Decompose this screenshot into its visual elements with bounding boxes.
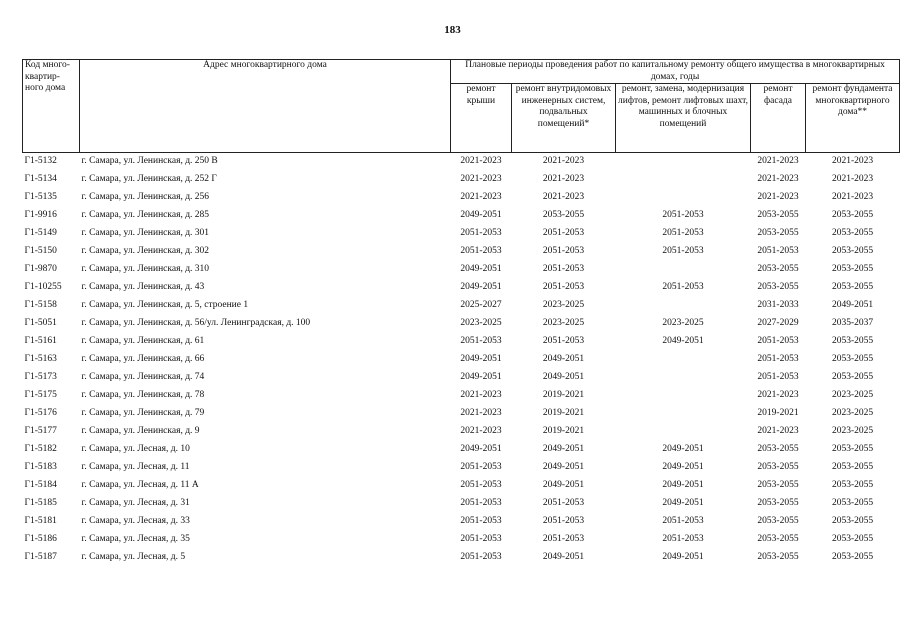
table-row xyxy=(23,369,900,387)
cell-roof: 2021-2023 xyxy=(460,156,502,167)
cell-address: г. Самара, ул. Лесная, д. 11 А xyxy=(81,480,199,491)
header-foundation: ремонт фундамента многоквартирного дома** xyxy=(806,84,900,153)
cell-internal-systems: 2021-2023 xyxy=(542,192,585,203)
table-row xyxy=(23,387,900,405)
cell-internal-systems: 2051-2053 xyxy=(542,282,585,293)
cell-roof: 2051-2053 xyxy=(460,552,502,563)
cell-elevators: 2049-2051 xyxy=(662,444,704,455)
cell-facade: 2053-2055 xyxy=(757,516,799,527)
cell-foundation: 2035-2037 xyxy=(831,318,874,329)
cell-elevators: 2051-2053 xyxy=(662,282,704,293)
cell-facade: 2053-2055 xyxy=(757,498,799,509)
cell-internal-systems: 2051-2053 xyxy=(542,516,585,527)
cell-code: Г1-5177 xyxy=(24,426,57,437)
table-row xyxy=(23,243,900,261)
cell-code: Г1-5134 xyxy=(24,174,57,185)
cell-elevators: 2051-2053 xyxy=(662,516,704,527)
cell-code: Г1-9870 xyxy=(24,264,57,275)
cell-foundation: 2053-2055 xyxy=(831,246,874,257)
table-row xyxy=(23,423,900,441)
cell-elevators: 2049-2051 xyxy=(662,336,704,347)
cell-foundation: 2053-2055 xyxy=(831,552,874,563)
cell-address: г. Самара, ул. Ленинская, д. 5, строение 1 xyxy=(81,300,249,311)
cell-roof: 2049-2051 xyxy=(460,372,502,383)
cell-internal-systems: 2021-2023 xyxy=(542,174,585,185)
cell-roof: 2049-2051 xyxy=(460,264,502,275)
table-row xyxy=(23,513,900,531)
cell-elevators xyxy=(616,171,751,189)
cell-code: Г1-5184 xyxy=(24,480,57,491)
cell-code: Г1-5158 xyxy=(24,300,57,311)
cell-facade: 2053-2055 xyxy=(757,552,799,563)
table-row xyxy=(23,207,900,225)
cell-address: г. Самара, ул. Ленинская, д. 61 xyxy=(81,336,205,347)
cell-internal-systems: 2049-2051 xyxy=(542,462,585,473)
cell-code: Г1-5051 xyxy=(24,318,57,329)
cell-elevators: 2049-2051 xyxy=(662,498,704,509)
table-row xyxy=(23,333,900,351)
cell-internal-systems: 2051-2053 xyxy=(542,498,585,509)
cell-code: Г1-5185 xyxy=(24,498,57,509)
cell-elevators: 2049-2051 xyxy=(662,462,704,473)
table-row xyxy=(23,153,900,172)
cell-address: г. Самара, ул. Лесная, д. 31 xyxy=(81,498,190,509)
cell-roof: 2051-2053 xyxy=(460,516,502,527)
cell-roof: 2051-2053 xyxy=(460,498,502,509)
table-row xyxy=(23,171,900,189)
header-facade: ремонт фасада xyxy=(751,84,806,153)
cell-foundation: 2053-2055 xyxy=(831,372,874,383)
cell-elevators: 2051-2053 xyxy=(662,228,704,239)
cell-roof: 2049-2051 xyxy=(460,282,502,293)
cell-internal-systems: 2049-2051 xyxy=(542,372,585,383)
cell-facade: 2051-2053 xyxy=(757,354,799,365)
cell-roof: 2051-2053 xyxy=(460,534,502,545)
cell-foundation: 2021-2023 xyxy=(831,156,874,167)
cell-elevators xyxy=(616,369,751,387)
cell-roof: 2051-2053 xyxy=(460,462,502,473)
table-row xyxy=(23,351,900,369)
table-row xyxy=(23,531,900,549)
cell-internal-systems: 2019-2021 xyxy=(542,390,585,401)
cell-facade: 2053-2055 xyxy=(757,444,799,455)
cell-foundation: 2053-2055 xyxy=(831,210,874,221)
cell-facade: 2051-2053 xyxy=(757,246,799,257)
cell-facade: 2053-2055 xyxy=(757,210,799,221)
cell-roof: 2021-2023 xyxy=(460,174,502,185)
cell-elevators xyxy=(616,405,751,423)
table-row xyxy=(23,261,900,279)
cell-foundation: 2049-2051 xyxy=(831,300,874,311)
table-row xyxy=(23,549,900,567)
cell-code: Г1-5176 xyxy=(24,408,57,419)
cell-foundation: 2021-2023 xyxy=(831,192,874,203)
cell-facade: 2019-2021 xyxy=(757,408,799,419)
cell-facade: 2021-2023 xyxy=(757,192,799,203)
cell-internal-systems: 2019-2021 xyxy=(542,408,585,419)
cell-address: г. Самара, ул. Ленинская, д. 250 В xyxy=(81,156,218,167)
cell-foundation: 2053-2055 xyxy=(831,516,874,527)
cell-internal-systems: 2051-2053 xyxy=(542,534,585,545)
cell-facade: 2021-2023 xyxy=(757,156,799,167)
cell-elevators xyxy=(616,351,751,369)
cell-code: Г1-5173 xyxy=(24,372,57,383)
cell-internal-systems: 2049-2051 xyxy=(542,480,585,491)
cell-address: г. Самара, ул. Ленинская, д. 74 xyxy=(81,372,205,383)
cell-facade: 2021-2023 xyxy=(757,174,799,185)
cell-code: Г1-5161 xyxy=(24,336,57,347)
cell-internal-systems: 2019-2021 xyxy=(542,426,585,437)
cell-elevators xyxy=(616,261,751,279)
cell-address: г. Самара, ул. Ленинская, д. 301 xyxy=(81,228,210,239)
cell-roof: 2021-2023 xyxy=(460,192,502,203)
cell-roof: 2025-2027 xyxy=(460,300,502,311)
cell-elevators: 2051-2053 xyxy=(662,210,704,221)
cell-roof: 2051-2053 xyxy=(460,228,502,239)
cell-internal-systems: 2051-2053 xyxy=(542,228,585,239)
cell-elevators xyxy=(616,387,751,405)
cell-code: Г1-5149 xyxy=(24,228,57,239)
cell-code: Г1-5183 xyxy=(24,462,57,473)
cell-roof: 2051-2053 xyxy=(460,336,502,347)
cell-foundation: 2053-2055 xyxy=(831,264,874,275)
table-row xyxy=(23,477,900,495)
table-row xyxy=(23,495,900,513)
cell-code: Г1-5181 xyxy=(24,516,57,527)
cell-foundation: 2053-2055 xyxy=(831,462,874,473)
cell-facade: 2053-2055 xyxy=(757,264,799,275)
cell-code: Г1-5182 xyxy=(24,444,57,455)
cell-address: г. Самара, ул. Ленинская, д. 252 Г xyxy=(81,174,217,185)
cell-internal-systems: 2049-2051 xyxy=(542,552,585,563)
capital-repair-table xyxy=(22,59,900,567)
cell-internal-systems: 2051-2053 xyxy=(542,246,585,257)
header-elevators: ремонт, замена, модернизация лифтов, ремонт лифтовых шахт, машинных и блочных помещений xyxy=(616,84,751,153)
cell-facade: 2021-2023 xyxy=(757,390,799,401)
cell-roof: 2049-2051 xyxy=(460,210,502,221)
cell-elevators: 2049-2051 xyxy=(662,552,704,563)
cell-facade: 2031-2033 xyxy=(757,300,799,311)
cell-code: Г1-5163 xyxy=(24,354,57,365)
cell-foundation: 2023-2025 xyxy=(831,408,874,419)
cell-roof: 2023-2025 xyxy=(460,318,502,329)
cell-code: Г1-5175 xyxy=(24,390,57,401)
cell-foundation: 2021-2023 xyxy=(831,174,874,185)
header-internal-systems: ремонт внутридомовых инженерных систем, подвальных помещений* xyxy=(512,84,616,153)
cell-facade: 2053-2055 xyxy=(757,534,799,545)
cell-address: г. Самара, ул. Ленинская, д. 43 xyxy=(81,282,205,293)
page-number: 183 xyxy=(444,24,461,36)
cell-foundation: 2053-2055 xyxy=(831,444,874,455)
cell-address: г. Самара, ул. Ленинская, д. 66 xyxy=(81,354,205,365)
cell-facade: 2053-2055 xyxy=(757,228,799,239)
cell-facade: 2021-2023 xyxy=(757,426,799,437)
cell-internal-systems: 2051-2053 xyxy=(542,264,585,275)
cell-facade: 2053-2055 xyxy=(757,462,799,473)
cell-roof: 2021-2023 xyxy=(460,390,502,401)
cell-internal-systems: 2053-2055 xyxy=(542,210,585,221)
cell-roof: 2051-2053 xyxy=(460,480,502,491)
cell-elevators xyxy=(616,189,751,207)
cell-foundation: 2053-2055 xyxy=(831,336,874,347)
cell-roof: 2051-2053 xyxy=(460,246,502,257)
cell-address: г. Самара, ул. Лесная, д. 5 xyxy=(81,552,186,563)
cell-facade: 2053-2055 xyxy=(757,480,799,491)
cell-code: Г1-5135 xyxy=(24,192,57,203)
table-row xyxy=(23,279,900,297)
cell-elevators: 2051-2053 xyxy=(662,246,704,257)
cell-address: г. Самара, ул. Ленинская, д. 302 xyxy=(81,246,210,257)
cell-internal-systems: 2023-2025 xyxy=(542,318,585,329)
cell-code: Г1-9916 xyxy=(24,210,57,221)
table-row xyxy=(23,405,900,423)
cell-internal-systems: 2023-2025 xyxy=(542,300,585,311)
cell-roof: 2049-2051 xyxy=(460,354,502,365)
cell-roof: 2049-2051 xyxy=(460,444,502,455)
table-row xyxy=(23,225,900,243)
cell-code: Г1-5150 xyxy=(24,246,57,257)
cell-address: г. Самара, ул. Ленинская, д. 78 xyxy=(81,390,205,401)
header-address: Адрес многоквартирного дома xyxy=(80,60,451,153)
cell-facade: 2053-2055 xyxy=(757,282,799,293)
cell-address: г. Самара, ул. Лесная, д. 10 xyxy=(81,444,190,455)
cell-code: Г1-10255 xyxy=(24,282,62,293)
cell-roof: 2021-2023 xyxy=(460,408,502,419)
table-row xyxy=(23,459,900,477)
cell-foundation: 2053-2055 xyxy=(831,498,874,509)
cell-foundation: 2053-2055 xyxy=(831,228,874,239)
table-row xyxy=(23,441,900,459)
table-row xyxy=(23,189,900,207)
cell-address: г. Самара, ул. Ленинская, д. 310 xyxy=(81,264,210,275)
header-roof: ремонт крыши xyxy=(451,84,512,153)
cell-address: г. Самара, ул. Ленинская, д. 79 xyxy=(81,408,205,419)
cell-address: г. Самара, ул. Лесная, д. 35 xyxy=(81,534,190,545)
cell-internal-systems: 2049-2051 xyxy=(542,444,585,455)
cell-internal-systems: 2049-2051 xyxy=(542,354,585,365)
cell-internal-systems: 2051-2053 xyxy=(542,336,585,347)
cell-foundation: 2023-2025 xyxy=(831,390,874,401)
cell-facade: 2051-2053 xyxy=(757,372,799,383)
table-row xyxy=(23,297,900,315)
cell-address: г. Самара, ул. Ленинская, д. 256 xyxy=(81,192,210,203)
cell-code: Г1-5187 xyxy=(24,552,57,563)
cell-facade: 2027-2029 xyxy=(757,318,799,329)
cell-internal-systems: 2021-2023 xyxy=(542,156,585,167)
cell-foundation: 2053-2055 xyxy=(831,480,874,491)
cell-elevators: 2049-2051 xyxy=(662,480,704,491)
table-row xyxy=(23,315,900,333)
cell-roof: 2021-2023 xyxy=(460,426,502,437)
cell-elevators: 2023-2025 xyxy=(662,318,704,329)
cell-elevators: 2051-2053 xyxy=(662,534,704,545)
table-body xyxy=(23,153,900,568)
cell-elevators xyxy=(616,423,751,441)
cell-facade: 2051-2053 xyxy=(757,336,799,347)
cell-address: г. Самара, ул. Лесная, д. 11 xyxy=(81,462,190,473)
cell-address: г. Самара, ул. Лесная, д. 33 xyxy=(81,516,190,527)
header-code: Код много-квартир-ного дома xyxy=(23,60,80,153)
cell-elevators xyxy=(616,297,751,315)
cell-foundation: 2053-2055 xyxy=(831,534,874,545)
cell-foundation: 2053-2055 xyxy=(831,354,874,365)
cell-code: Г1-5186 xyxy=(24,534,57,545)
cell-foundation: 2023-2025 xyxy=(831,426,874,437)
cell-code: Г1-5132 xyxy=(24,156,57,167)
header-periods: Плановые периоды проведения работ по капитальному ремонту общего имущества в многоквартирных домах, годы xyxy=(451,60,900,84)
cell-address: г. Самара, ул. Ленинская, д. 56/ул. Ленинградская, д. 100 xyxy=(81,318,311,329)
cell-address: г. Самара, ул. Ленинская, д. 285 xyxy=(81,210,210,221)
header-row-1 xyxy=(23,60,900,84)
cell-address: г. Самара, ул. Ленинская, д. 9 xyxy=(81,426,200,437)
cell-foundation: 2053-2055 xyxy=(831,282,874,293)
cell-elevators xyxy=(616,153,751,172)
